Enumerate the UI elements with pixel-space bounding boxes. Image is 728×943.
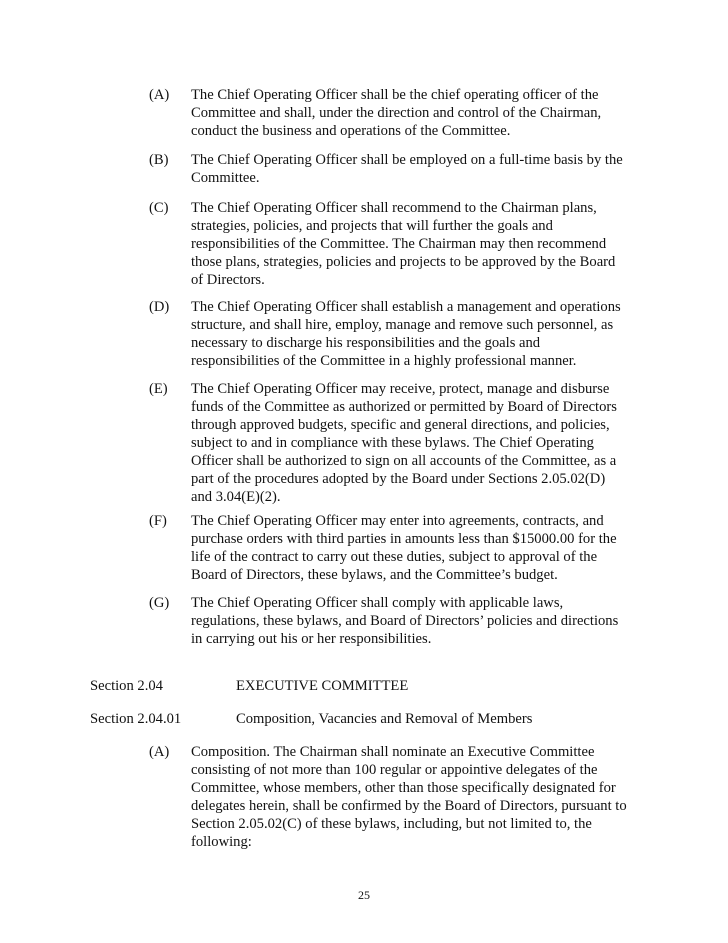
paragraph-text	[191, 86, 627, 140]
text-line: funds of the Committee as authorized or permitted by Board of Directors	[191, 399, 617, 415]
text-line: Committee.	[191, 170, 260, 186]
paragraph-label: (E)	[149, 381, 168, 397]
paragraph-a	[149, 86, 629, 140]
paragraph-label: (C)	[149, 200, 169, 216]
paragraph-label: (B)	[149, 152, 169, 168]
text-line: Officer shall be authorized to sign on all accounts of the Committee, as a	[191, 453, 617, 469]
paragraph-e	[149, 380, 629, 506]
text-line: The Chief Operating Officer shall recommend to the Chairman plans,	[191, 200, 597, 216]
paragraph-label: (D)	[149, 299, 170, 315]
text-line: delegates herein, shall be confirmed by the Board of Directors, pursuant to	[191, 798, 627, 814]
paragraph-text	[191, 512, 627, 584]
paragraph-composition	[149, 743, 629, 851]
text-line: The Chief Operating Officer shall comply with applicable laws,	[191, 595, 564, 611]
text-line: Board of Directors, these bylaws, and the Committee’s budget.	[191, 567, 558, 583]
text-line: The Chief Operating Officer shall establish a management and operations	[191, 299, 621, 315]
paragraph-label: (F)	[149, 513, 167, 529]
text-line: and 3.04(E)(2).	[191, 489, 281, 505]
paragraph-text	[191, 743, 627, 851]
text-line: structure, and shall hire, employ, manage and remove such personnel, as	[191, 317, 614, 333]
text-line: The Chief Operating Officer shall be employed on a full-time basis by the	[191, 152, 623, 168]
text-line: Composition. The Chairman shall nominate an Executive Committee	[191, 744, 595, 760]
text-line: The Chief Operating Officer may receive, protect, manage and disburse	[191, 381, 610, 397]
paragraph-f	[149, 512, 629, 584]
text-line: Section 2.05.02(C) of these bylaws, including, but not limited to, the	[191, 816, 592, 832]
text-line: life of the contract to carry out these duties, subject to approval of the	[191, 549, 598, 565]
paragraph-c	[149, 199, 629, 289]
text-line: necessary to discharge his responsibilities and the goals and	[191, 335, 541, 351]
paragraph-text	[191, 594, 627, 648]
text-line: conduct the business and operations of the Committee.	[191, 123, 511, 139]
text-line: part of the procedures adopted by the Board under Sections 2.05.02(D)	[191, 471, 606, 487]
paragraph-text	[191, 380, 627, 506]
text-line: responsibilities of the Committee. The Chairman may then recommend	[191, 236, 607, 252]
text-line: responsibilities of the Committee in a highly professional manner.	[191, 353, 577, 369]
text-line: regulations, these bylaws, and Board of Directors’ policies and directions	[191, 613, 619, 629]
text-line: through approved budgets, specific and general directions, and policies,	[191, 417, 610, 433]
text-line: Committee, whose members, other than those specifically designated for	[191, 780, 616, 796]
page-number: 25	[358, 888, 370, 902]
paragraph-b	[149, 151, 629, 187]
paragraph-text	[191, 298, 627, 370]
text-line: in carrying out his or her responsibilities.	[191, 631, 432, 647]
section-number: Section 2.04.01	[90, 711, 182, 727]
section-number: Section 2.04	[90, 678, 163, 694]
text-line: The Chief Operating Officer shall be the chief operating officer of the	[191, 87, 599, 103]
text-line: strategies, policies, and projects that will further the goals and	[191, 218, 553, 234]
text-line: those plans, strategies, policies and projects to be approved by the Board	[191, 254, 616, 270]
paragraph-text	[191, 199, 627, 289]
paragraph-label: (A)	[149, 87, 170, 103]
paragraph-label: (G)	[149, 595, 170, 611]
paragraph-label: (A)	[149, 744, 170, 760]
text-line: purchase orders with third parties in amounts less than $15000.00 for the	[191, 531, 617, 547]
text-line: The Chief Operating Officer may enter into agreements, contracts, and	[191, 513, 604, 529]
text-line: consisting of not more than 100 regular or appointive delegates of the	[191, 762, 598, 778]
paragraph-g	[149, 594, 629, 648]
section-title: EXECUTIVE COMMITTEE	[236, 678, 409, 694]
paragraph-d	[149, 298, 629, 370]
text-line: of Directors.	[191, 272, 265, 288]
section-title: Composition, Vacancies and Removal of Members	[236, 711, 533, 727]
text-line: subject to and in compliance with these bylaws. The Chief Operating	[191, 435, 594, 451]
paragraph-text	[191, 151, 627, 187]
text-line: following:	[191, 834, 252, 850]
text-line: Committee and shall, under the direction and control of the Chairman,	[191, 105, 602, 121]
